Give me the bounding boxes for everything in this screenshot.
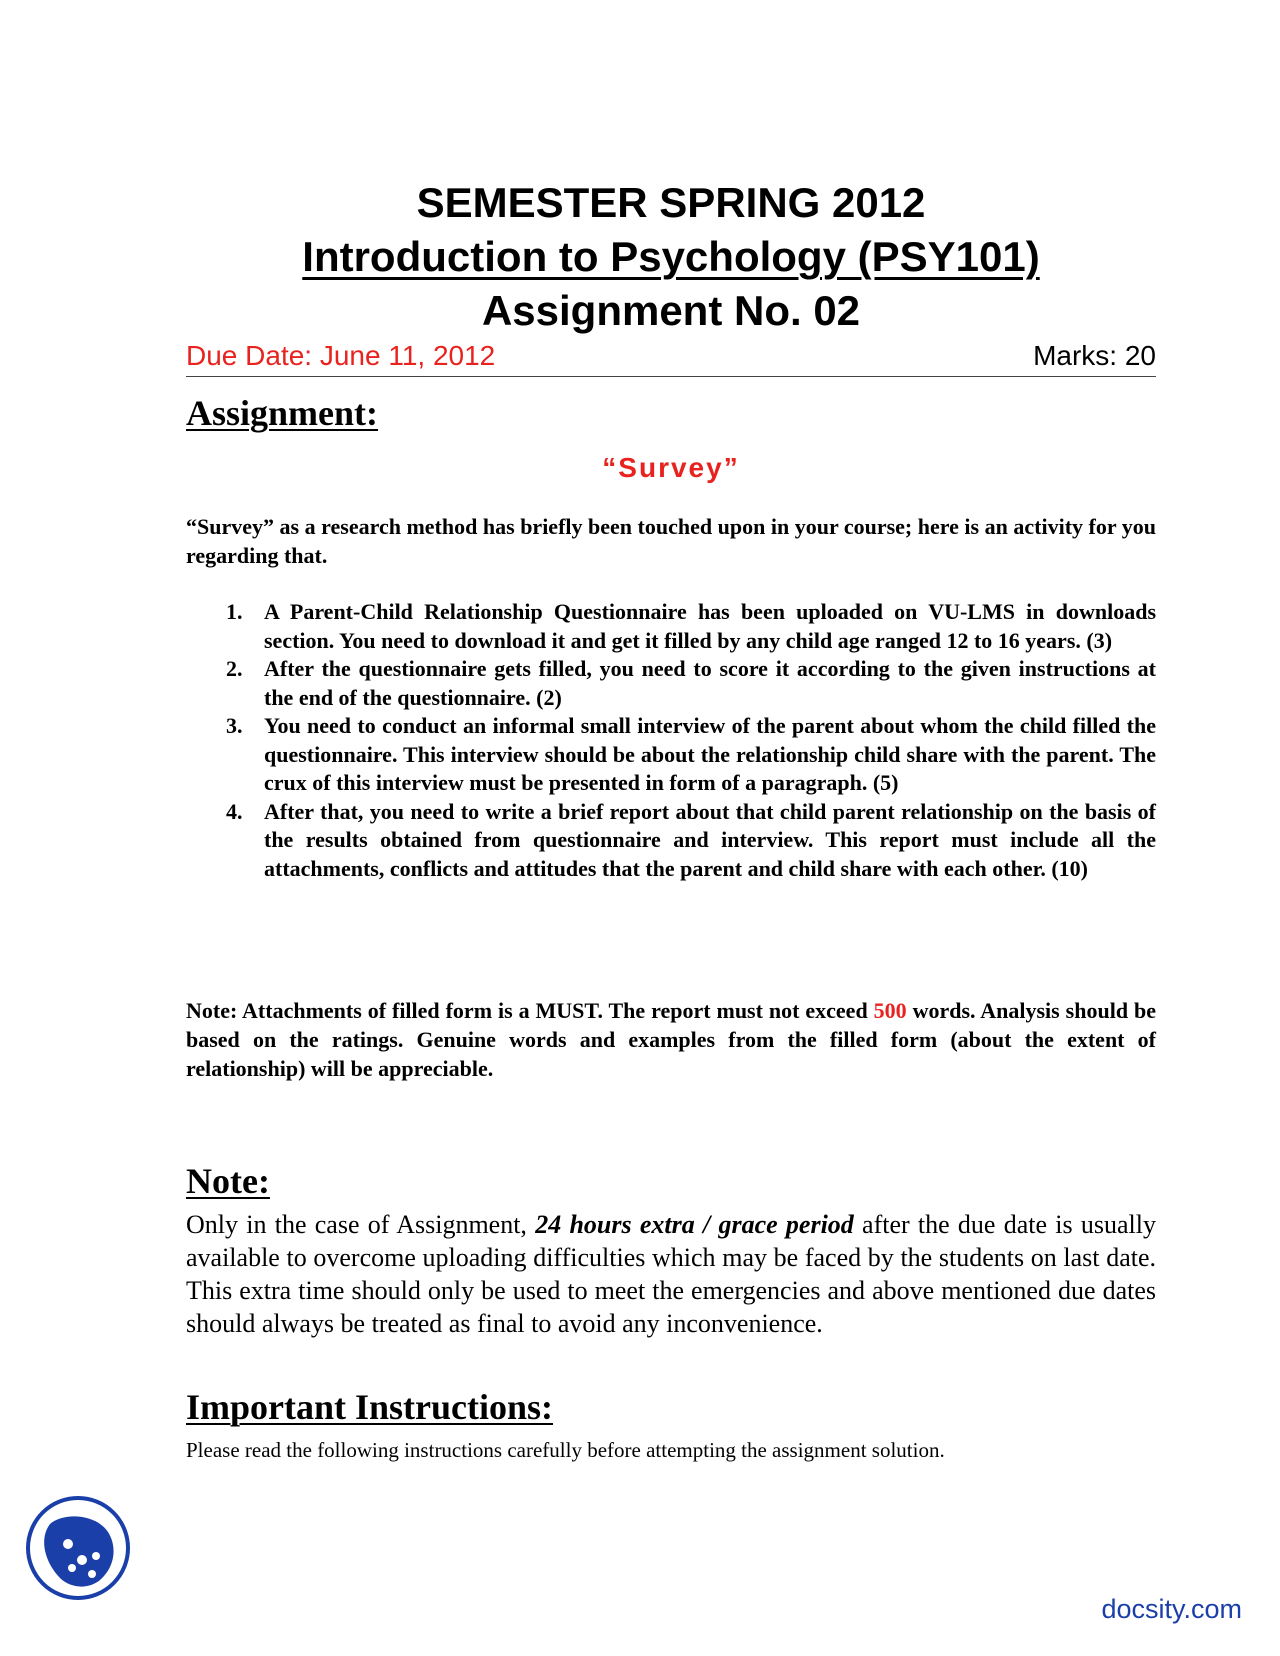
task-number: 4. — [226, 798, 243, 824]
marks: Marks: 20 — [1033, 340, 1156, 371]
task-item — [186, 598, 1156, 655]
report-note-paragraph — [186, 996, 1156, 1083]
task-text: You need to conduct an informal small interview of the parent about whom the child filled the questionnaire. This interview should be about the relationship child share with the parent. The crux of this interview must be presented in form of a paragraph. (5) — [264, 713, 1156, 795]
task-text: After that, you need to write a brief report about that child parent relationship on the basis of the results obtained from questionnaire and interview. This report must include all the attachments, conflicts and attitudes that the parent and child share with each other. (10) — [264, 798, 1156, 881]
docsity-logo-icon[interactable] — [24, 1494, 132, 1602]
grace-period-paragraph — [186, 1208, 1156, 1340]
task-item — [186, 712, 1156, 798]
assignment-heading: Assignment: — [186, 393, 379, 433]
due-date: Due Date: June 11, 2012 — [186, 340, 496, 371]
word-limit: 500 — [873, 998, 907, 1023]
task-item — [186, 655, 1156, 712]
task-number: 1. — [226, 599, 243, 624]
instructions-text: Please read the following instructions carefully before attempting the assignment solution. — [186, 1438, 945, 1462]
grace-text-start: Only in the case of Assignment, — [186, 1210, 536, 1239]
intro-paragraph: “Survey” as a research method has briefly been touched upon in your course; here is an activity for you regarding that. — [186, 514, 1156, 568]
due-marks-row — [186, 340, 1156, 377]
report-note-start: Note: Attachments of filled form is a MUST. The report must not exceed — [186, 998, 874, 1023]
docsity-brand-link[interactable]: docsity.com — [1101, 1594, 1242, 1624]
instructions-heading: Important Instructions: — [186, 1387, 554, 1427]
course-title: Introduction to Psychology (PSY101) — [302, 233, 1040, 280]
task-text: After the questionnaire gets filled, you need to score it according to the given instructions at the end of the questionnaire. (2) — [264, 656, 1156, 710]
document-header — [186, 176, 1156, 338]
grace-text-end: after the due date is usually available to overcome uploading difficulties which may be faced by the students on last date. This extra time should only be used to meet the emergencies and above mentioned due dates should always be treated as final to avoid any inconvenience. — [186, 1210, 1156, 1338]
semester-title: SEMESTER SPRING 2012 — [416, 179, 926, 226]
report-note-end: words. Analysis should be based on the ratings. Genuine words and examples from the filled form (about the extent of relationship) will be appreciable. — [186, 998, 1156, 1081]
task-number: 3. — [226, 713, 243, 738]
grace-period-emphasis: 24 hours extra / grace period — [535, 1210, 854, 1239]
note-heading: Note: — [186, 1161, 270, 1201]
survey-title: “Survey” — [602, 452, 740, 483]
task-list — [186, 598, 1156, 883]
task-item — [186, 798, 1156, 884]
assignment-number: Assignment No. 02 — [481, 287, 861, 334]
task-number: 2. — [226, 656, 243, 681]
task-text: A Parent-Child Relationship Questionnaire has been uploaded on VU-LMS in downloads section. You need to download it and get it filled by any child age ranged 12 to 16 years. (3) — [264, 599, 1156, 653]
